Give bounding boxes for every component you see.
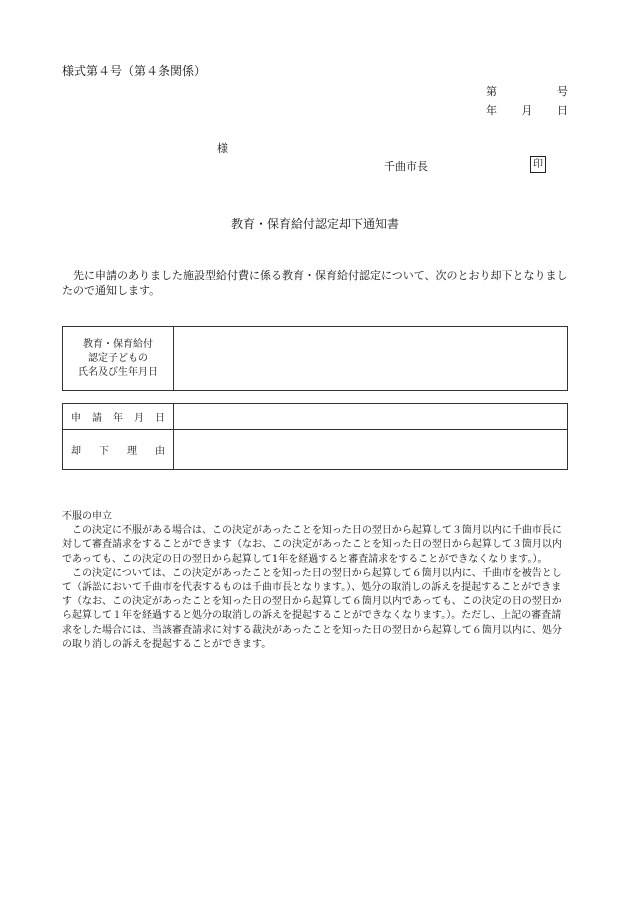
intro-paragraph: 先に申請のありました施設型給付費に係る教育・保育給付認定について、次のとおり却下となりましたので通知します。 xyxy=(62,269,568,297)
document-title: 教育・保育給付認定却下通知書 xyxy=(230,217,399,231)
date-day-label: 日 xyxy=(557,104,568,117)
child-info-value xyxy=(174,327,568,391)
seal-mark: 印 xyxy=(530,156,546,173)
label-char: 却 xyxy=(71,446,81,457)
addressee-suffix: 様 xyxy=(217,142,228,155)
rejection-reason-value xyxy=(174,430,568,470)
label-char: 由 xyxy=(155,446,165,457)
document-number xyxy=(486,83,568,99)
objection-heading: 不服の申立 xyxy=(62,511,112,522)
child-info-label-line: 教育・保育給付 xyxy=(83,338,153,350)
issuer-name: 千曲市長 xyxy=(384,160,428,173)
label-char: 下 xyxy=(99,446,109,457)
document-number-suffix: 号 xyxy=(557,85,568,98)
document-number-prefix: 第 xyxy=(486,85,497,98)
objection-paragraph: この決定については、この決定があったことを知った日の翌日から起算して６箇月以内に、千曲市を被告として（訴訟において千曲市を代表するものは千曲市長となります。）、処分の取消しの訴えを提起することができます（なお、この決定があったことを知った日の翌日から起算して６箇月以内であっても、この決定の日の翌日から起算して１年を経過すると処分の取消しの訴えを提起することができなくなります。）。ただし、上記の審査請求をした場合には、当該審査請求に対する裁決があったことを知った日の翌日から起算して６箇月以内に、処分の取り消しの訴えを提起することができます。 xyxy=(62,567,562,650)
application-date-value xyxy=(174,404,568,430)
document-date xyxy=(486,102,568,118)
objection-paragraph: この決定に不服がある場合は、この決定があったことを知った日の翌日から起算して３箇月以内に千曲市長に対して審査請求をすることができます（なお、この決定があったことを知った日の翌日から起算して３箇月以内であっても、この決定の日の翌日から起算して1年を経過すると審査請求をすることができなくなります。）。 xyxy=(62,525,562,565)
application-table xyxy=(62,403,568,470)
child-info-label xyxy=(63,327,174,391)
label-char: 月 xyxy=(134,413,144,424)
child-info-table xyxy=(62,326,568,391)
label-char: 日 xyxy=(155,413,165,424)
objection-section xyxy=(62,510,570,652)
child-info-label-line: 認定子どもの xyxy=(88,352,148,364)
label-char: 請 xyxy=(92,413,102,424)
form-number: 様式第４号（第４条関係） xyxy=(62,64,207,78)
child-info-label-line: 氏名及び生年月日 xyxy=(78,366,158,378)
application-date-label xyxy=(63,404,174,430)
label-char: 年 xyxy=(113,413,123,424)
date-month-label: 月 xyxy=(521,104,533,117)
rejection-reason-label xyxy=(63,430,174,470)
label-char: 理 xyxy=(127,446,137,457)
date-year-label: 年 xyxy=(486,104,497,117)
label-char: 申 xyxy=(71,413,81,424)
